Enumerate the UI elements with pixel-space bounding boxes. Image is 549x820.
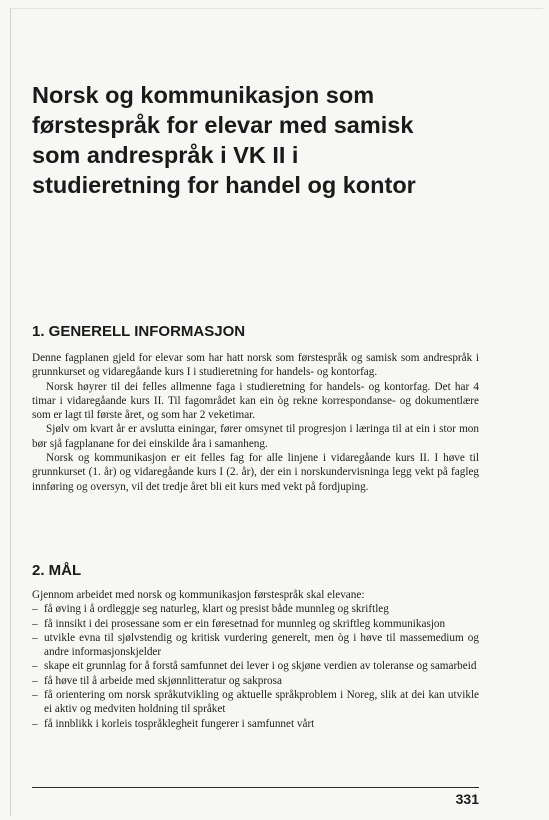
goal-item <box>32 688 479 717</box>
dash-bullet: – <box>32 617 38 630</box>
goals-list <box>32 602 479 731</box>
section-goals-body <box>32 588 479 731</box>
paragraph: Norsk og kommunikasjon er eit felles fag for alle linjene i vidaregåande kurs II. I høve til grunnkurset (1. år) og vidaregåande kurs I (2. år), der ein i norskundervisninga legg vekt på fagleg innføring og oversyn, vil det tredje året bli eit kurs med vekt på fordjuping. <box>32 452 479 493</box>
paragraph: Denne fagplanen gjeld for elevar som har hatt norsk som førstespråk og samisk som andrespråk i grunnkurset og vidaregåande kurs I i studieretning for handels- og kontorfag. <box>32 352 479 379</box>
goal-text: skape eit grunnlag for å forstå samfunnet dei lever i og skjøne verdien av toleranse og samarbeid <box>44 660 477 673</box>
goal-text: få høve til å arbeide med skjønnlitteratur og sakprosa <box>44 674 282 687</box>
goal-item <box>32 617 479 631</box>
page-number: 331 <box>455 791 479 807</box>
dash-bullet: – <box>32 689 38 702</box>
goal-item <box>32 674 479 688</box>
title-line: Norsk og kommunikasjon som <box>32 82 375 108</box>
document-title <box>32 80 502 200</box>
title-line: førstespråk for elevar med samisk <box>32 112 414 138</box>
goal-item <box>32 717 479 731</box>
section-general-info-body <box>32 351 479 494</box>
goal-text: få innsikt i dei prosessane som er ein føresetnad for munnleg og skriftleg kommunikasjon <box>44 617 446 630</box>
dash-bullet: – <box>32 674 38 687</box>
title-line: som andrespråk i VK II i <box>32 142 299 168</box>
dash-bullet: – <box>32 631 38 644</box>
goal-item <box>32 631 479 660</box>
dash-bullet: – <box>32 603 38 616</box>
dash-bullet: – <box>32 660 38 673</box>
goal-text: få innblikk i korleis tospråklegheit fungerer i samfunnet vårt <box>44 717 315 730</box>
title-line: studieretning for handel og kontor <box>32 172 416 198</box>
paragraph: Norsk høyrer til dei felles allmenne faga i studieretning for handels- og kontorfag. Det har 4 timar i vidaregåande kurs II. Til fagområdet kan ein òg rekne korrespondanse- og dokumentlære som er lagt til første året, og som har 2 veketimar. <box>32 380 479 422</box>
footer-rule <box>32 787 479 788</box>
goal-text: få orientering om norsk språkutvikling og aktuelle språkproblem i Noreg, slik at dei kan utvikle ei aktiv og medviten holdning til språket <box>44 689 479 716</box>
goal-item <box>32 602 479 616</box>
dash-bullet: – <box>32 717 38 730</box>
goal-text: utvikle evna til sjølvstendig og kritisk vurdering generelt, men òg i høve til massemedium og andre informasjonskjelder <box>44 631 479 659</box>
section-heading-goals: 2. MÅL <box>32 562 82 579</box>
goals-intro: Gjennom arbeidet med norsk og kommunikasjon førstespråk skal elevane: <box>32 589 365 601</box>
paragraph: Sjølv om kvart år er avslutta einingar, fører omsynet til progresjon i læringa til at ein i stor mon bør sjå fagplanane for dei einskilde åra i samanheng. <box>32 423 479 450</box>
section-heading-general-info: 1. GENERELL INFORMASJON <box>32 323 246 340</box>
goal-text: få øving i å ordleggje seg naturleg, klart og presist både munnleg og skriftleg <box>44 603 389 616</box>
goal-item <box>32 659 479 673</box>
